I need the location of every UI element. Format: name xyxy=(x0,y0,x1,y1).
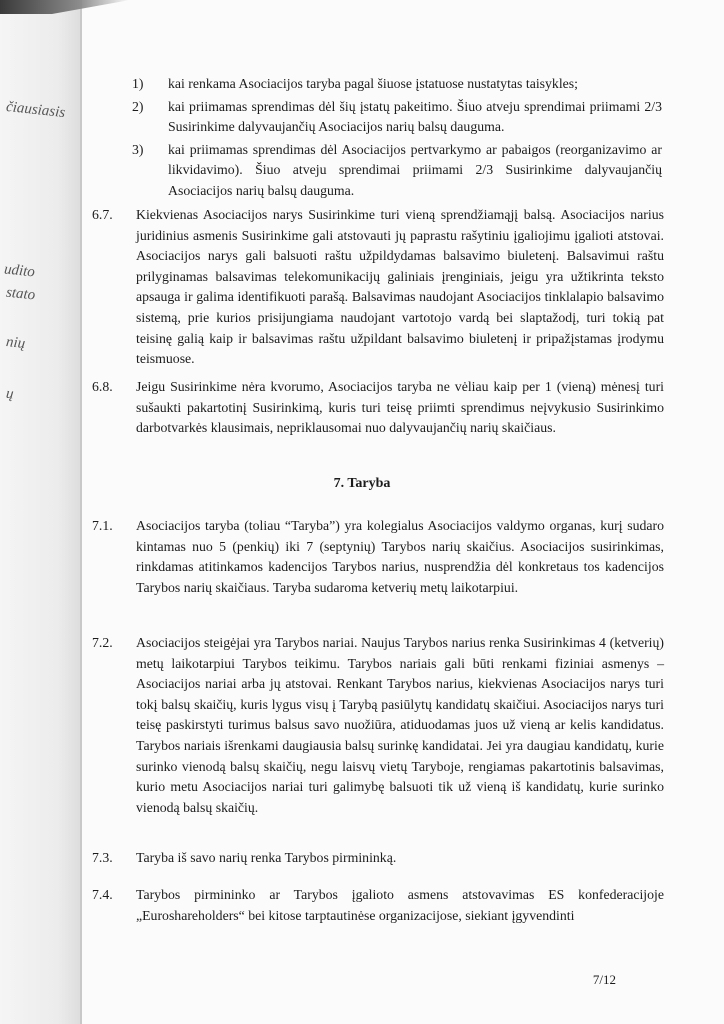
list-item-text: kai priimamas sprendimas dėl šių įstatų pakeitimo. Šiuo atveju sprendimai priimami 2/3 Susirinkime dalyvaujančių Asociacijos narių balsų dauguma. xyxy=(168,98,662,135)
clause-text: Tarybos pirmininko ar Tarybos įgalioto asmens atstovavimas ES konfederacijoje „Euroshareholders“ bei kitose tarptautinėse organizacijose, siekiant įgyvendinti xyxy=(136,887,664,923)
margin-bleed-text: nių xyxy=(5,334,27,352)
clause-text: Asociacijos taryba (toliau “Taryba”) yra kolegialus Asociacijos valdymo organas, kurį sudaro kintamas nuo 5 (penkių) iki 7 (septynių) Tarybos narių skaičius. Asociacijos susirinkimas, rinkdamas atitinkamos kadencijos Tarybos narius, nusprendžia dėl konkretaus tos kadencijos Tarybos narių skaičiaus. Taryba sudaroma ketverių metų laikotarpiui. xyxy=(136,518,664,595)
clause-7-2 xyxy=(92,633,664,818)
clause-number: 6.8. xyxy=(92,379,113,394)
list-item xyxy=(132,97,662,138)
clause-7-4 xyxy=(92,885,664,926)
list-item-text: kai priimamas sprendimas dėl Asociacijos pertvarkymo ar pabaigos (reorganizavimo ar likvidavimo). Šiuo atveju sprendimai priimami 2/3 Susirinkime dalyvaujančių Asociacijos narių balsų dauguma. xyxy=(168,141,662,198)
list-item xyxy=(132,74,662,95)
clause-number: 7.2. xyxy=(92,635,113,650)
margin-bleed-text: ų xyxy=(5,385,15,403)
clause-number: 7.1. xyxy=(92,518,113,533)
margin-bleed-text: udito xyxy=(3,261,36,281)
clause-text: Kiekvienas Asociacijos narys Susirinkime turi vieną sprendžiamąjį balsą. Asociacijos narius juridinius asmenis Susirinkime gali atstovauti jų paprastu rašytiniu įgaliojimu įgalioti atstovai. Asociacijos narys gali balsuoti raštu užpildydamas balsavimo biuletenį. Balsavimui raštu prilyginamas balsavimas telekomunikacijų galiniais įrenginiais, jeigu yra užtikrinta teksto apsauga ir galima identifikuoti parašą. Balsavimas naudojant Asociacijos tinklalapio balsavimo sistemą, prie kurios prisijungiama naudojant vartotojo vardą bei slaptažodį, turi tokią pat teisinę galią kaip ir balsavimas raštu užpildant balsavimo biuletenį ir pripažįstamas įrodymu teismuose. xyxy=(136,207,664,367)
margin-bleed-text: stato xyxy=(5,284,36,304)
list-item-number: 1) xyxy=(132,76,144,91)
clause-7-1 xyxy=(92,516,664,598)
clause-7-3 xyxy=(92,848,664,869)
clause-6-7 xyxy=(92,205,664,370)
page-number: 7/12 xyxy=(592,972,616,987)
clause-text: Asociacijos steigėjai yra Tarybos nariai. Naujus Tarybos narius renka Susirinkimas 4 (ketverių) metų laikotarpiui Tarybos teikimu. Tarybos nariais gali būti renkami fiziniai asmenys – Asociacijos nariai arba jų atstovai. Renkant Tarybos narius, kiekvienas Asociacijos narys turi tokį balsų skaičių, kuris lygus visų į Tarybą pasiūlytų kandidatų skaičiui. Asociacijos narys turi teisę paskirstyti turimus balsus savo nuožiūra, atiduodamas juos už vieną ar kelis kandidatus. Tarybos nariais išrenkami daugiausia balsų surinkę kandidatai. Jei yra daugiau kandidatų, kurie surinko vienodą balsų skaičių, negu laisvų vietų Taryboje, rengiamas pakartotinis balsavimas, kurio metu Asociacijos nariai turi galimybę balsuoti tik už vieną iš kandidatų, kurie surinko vienodą balsų skaičių. xyxy=(136,635,664,815)
list-item-number: 3) xyxy=(132,141,144,157)
list-item-number: 2) xyxy=(132,98,144,114)
clause-number: 6.7. xyxy=(92,207,113,222)
clause-6-8 xyxy=(92,377,664,439)
clause-text: Taryba iš savo narių renka Tarybos pirmininką. xyxy=(136,850,397,865)
section-title: 7. Taryba xyxy=(333,476,391,491)
clause-text: Jeigu Susirinkime nėra kvorumo, Asociacijos taryba ne vėliau kaip per 1 (vieną) mėnesį turi sušaukti pakartotinį Susirinkimą, kuris turi teisę priimti sprendimus neįvykusio Susirinkimo darbotvarkės klausimais, nepriklausomai nuo dalyvaujančių narių skaičiaus. xyxy=(136,379,664,436)
voting-cases-list xyxy=(132,74,662,204)
list-item xyxy=(132,140,662,202)
clause-number: 7.4. xyxy=(92,887,113,902)
list-item-text: kai renkama Asociacijos taryba pagal šiuose įstatuose nustatytas taisykles; xyxy=(168,76,578,91)
clause-number: 7.3. xyxy=(92,850,113,865)
margin-bleed-text: čiausiasis xyxy=(5,98,66,122)
